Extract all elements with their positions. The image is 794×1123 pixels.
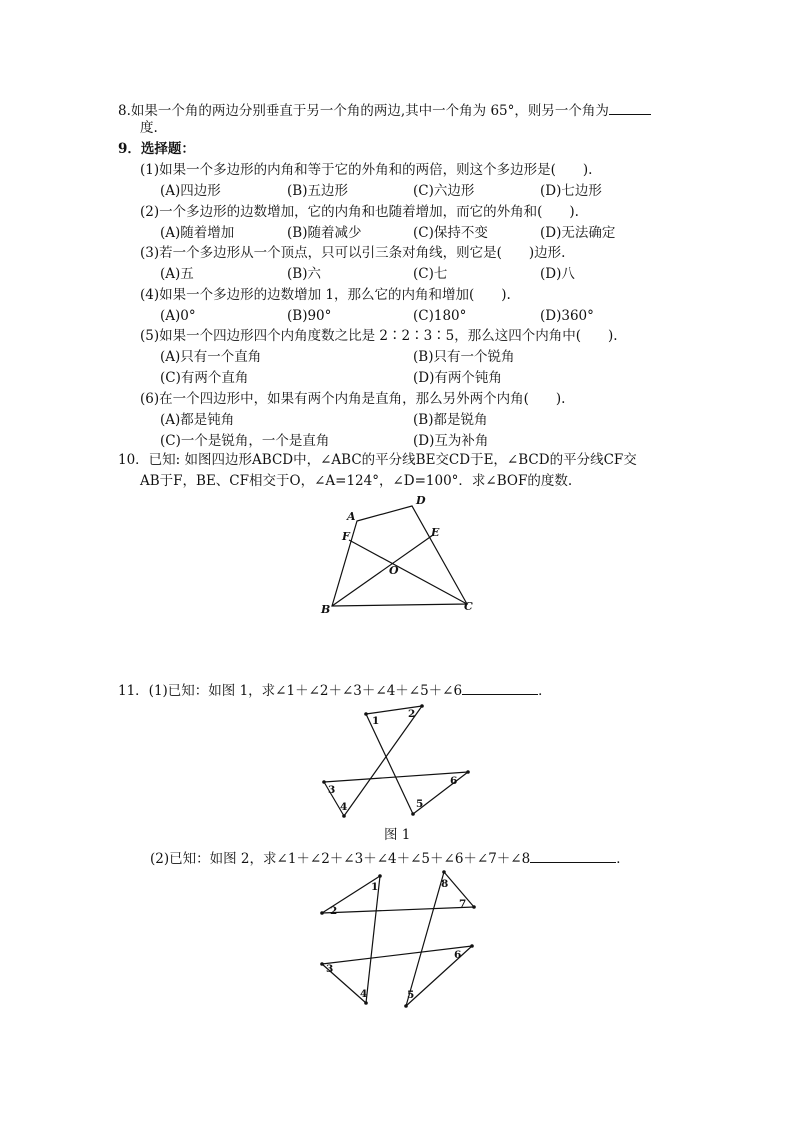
q10-quadrilateral-figure [312,492,482,622]
q9-item-5-stem: (5)如果一个四边形四个内角度数之比是 2∶2∶3∶5，那么这四个内角中( ). [140,328,618,344]
q9-item-3-option-d[interactable]: (D)八 [540,266,575,282]
fig1-angle-5: 5 [416,798,424,810]
q9-title: 9．选择题： [118,141,195,157]
q9-item-3-option-c[interactable]: (C)七 [413,266,448,282]
label-E: E [431,526,440,539]
fig2-angle-3: 3 [326,963,334,975]
q9-item-4-stem: (4)如果一个多边形的边数增加 1，那么它的内角和增加( ). [140,287,511,303]
fig1-angle-2: 2 [408,708,416,720]
q9-item-6-option-b[interactable]: (B)都是锐角 [413,412,488,428]
q9-item-3-option-b[interactable]: (B)六 [287,266,321,282]
fig2-angle-8: 8 [441,878,449,890]
fig1-angle-4: 4 [340,801,348,813]
fig2-angle-7: 7 [459,898,467,910]
q9-item-1-option-d[interactable]: (D)七边形 [540,183,602,199]
fig2-angle-6: 6 [454,949,462,961]
q10-line2: AB于F，BE、CF相交于O，∠A=124°，∠D=100°．求∠BOF的度数. [140,473,573,489]
fig1-caption: 图 1 [384,827,411,843]
q9-item-6-stem: (6)在一个四边形中，如果有两个内角是直角，那么另外两个内角( ). [140,391,566,407]
fig1-angle-6: 6 [450,775,458,787]
label-F: F [342,530,350,543]
q9-item-2-option-a[interactable]: (A)随着增加 [160,225,235,241]
fig2-angle-1: 1 [371,881,379,893]
q8-line [118,100,651,120]
q9-item-5-option-a[interactable]: (A)只有一个直角 [160,349,262,365]
q8-text: 8.如果一个角的两边分别垂直于另一个角的两边,其中一个角为 65°，则另一个角为 [118,103,609,119]
q9-item-1-option-a[interactable]: (A)四边形 [160,183,221,199]
q9-item-4-option-c[interactable]: (C)180° [413,308,467,324]
q11-part1-text: 11．(1)已知：如图 1，求∠1＋∠2＋∠3＋∠4＋∠5＋∠6 [118,683,463,699]
label-C: C [464,600,473,613]
q9-item-4-option-a[interactable]: (A)0° [160,308,196,324]
q11-figure-2 [316,866,484,1012]
label-D: D [416,494,426,507]
q9-item-6-option-c[interactable]: (C)一个是锐角，一个是直角 [160,433,330,449]
fig2-angle-2: 2 [330,905,338,917]
q9-item-3-stem: (3)若一个多边形从一个顶点，只可以引三条对角线，则它是( )边形. [140,245,566,261]
label-A: A [347,510,356,523]
q11-part2-text: (2)已知：如图 2，求∠1＋∠2＋∠3＋∠4＋∠5＋∠6＋∠7＋∠8 [150,851,531,867]
q9-item-2-option-d[interactable]: (D)无法确定 [540,225,616,241]
q11-part1-answer-blank[interactable] [462,680,538,695]
fig2-angle-5: 5 [407,989,415,1001]
q11-part2-line: (2)已知：如图 2，求∠1＋∠2＋∠3＋∠4＋∠5＋∠6＋∠7＋∠8 ． [150,848,630,868]
q9-item-5-option-d[interactable]: (D)有两个钝角 [413,370,502,386]
bisector-BE [332,535,433,606]
q11-figure-1 [316,700,476,820]
label-B: B [321,603,331,616]
q9-item-1-option-c[interactable]: (C)六边形 [413,183,475,199]
q10-line1: 10．已知: 如图四边形ABCD中，∠ABC的平分线BE交CD于E，∠BCD的平分线CF交 [118,452,637,468]
q9-item-3-option-a[interactable]: (A)五 [160,266,194,282]
q9-item-4-option-b[interactable]: (B)90° [287,308,332,324]
fig1-angle-1: 1 [372,715,380,727]
q9-item-2-option-b[interactable]: (B)随着减少 [287,225,362,241]
q9-item-1-option-b[interactable]: (B)五边形 [287,183,348,199]
q9-item-6-option-a[interactable]: (A)都是钝角 [160,412,235,428]
fig2-angle-4: 4 [360,988,368,1000]
q11-part2-answer-blank[interactable] [530,848,616,863]
q9-item-1-stem: (1)如果一个多边形的内角和等于它的外角和的两倍，则这个多边形是( ). [140,162,593,178]
q9-item-2-option-c[interactable]: (C)保持不变 [413,225,488,241]
fig1-angle-3: 3 [328,784,336,796]
label-O: O [389,564,399,577]
q9-item-4-option-d[interactable]: (D)360° [540,308,594,324]
q9-item-2-stem: (2)一个多边形的边数增加，它的内角和也随着增加，而它的外角和( ). [140,204,579,220]
q8-tail: 度. [140,120,158,136]
q11-part1-line: 11．(1)已知：如图 1，求∠1＋∠2＋∠3＋∠4＋∠5＋∠6 ． [118,680,552,700]
q9-item-5-option-b[interactable]: (B)只有一个锐角 [413,349,515,365]
q9-item-5-option-c[interactable]: (C)有两个直角 [160,370,249,386]
q8-answer-blank[interactable] [609,100,651,115]
q9-item-6-option-d[interactable]: (D)互为补角 [413,433,489,449]
